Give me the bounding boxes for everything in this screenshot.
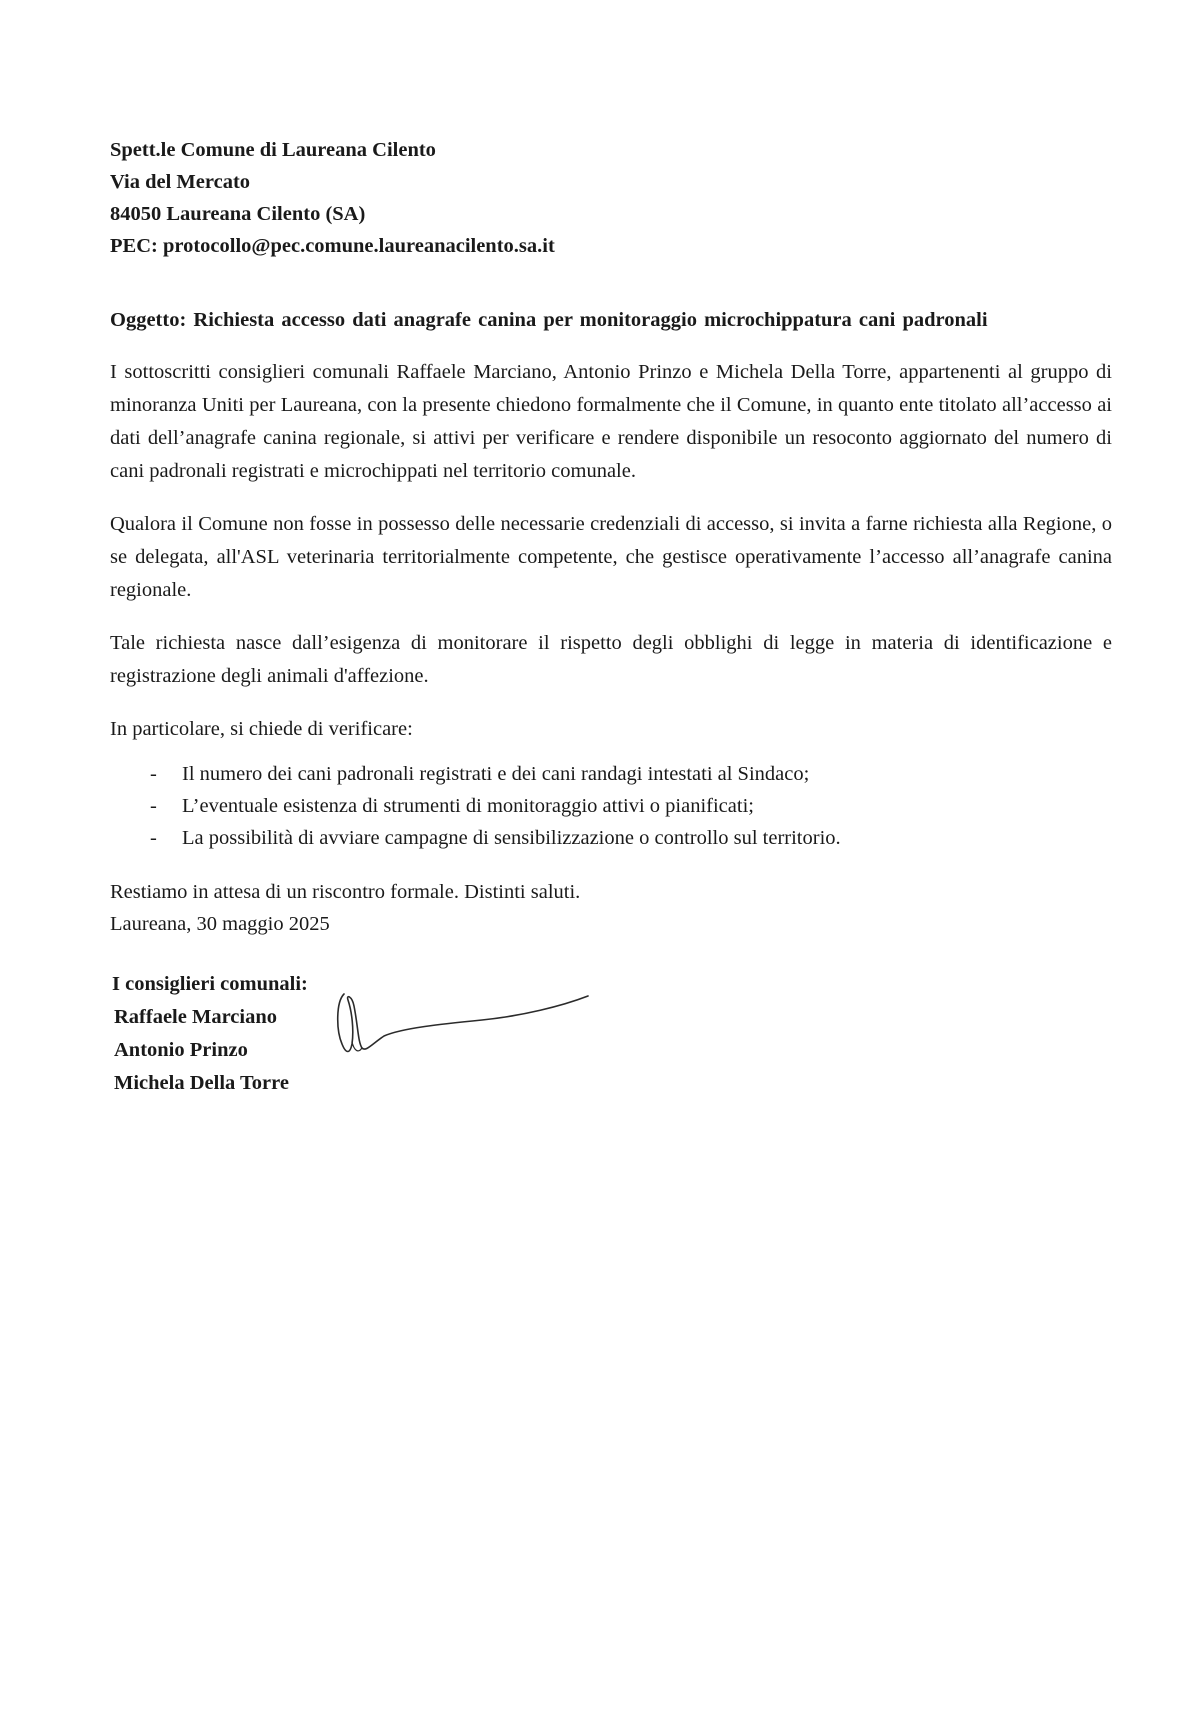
- list-dash: -: [150, 763, 157, 785]
- list-item-text: L’eventuale esistenza di strumenti di monitoraggio attivi o pianificati;: [182, 795, 754, 817]
- list-dash: -: [150, 827, 157, 849]
- recipient-line: 84050 Laureana Cilento (SA): [110, 203, 366, 225]
- body-paragraph: Tale richiesta nasce dall’esigenza di monitorare il rispetto degli obblighi di legge in materia di identificazione e registrazione degli animali d'affezione.: [110, 632, 1112, 687]
- subject-line: Oggetto: Richiesta accesso dati anagrafe canina per monitoraggio microchippatura cani padronali: [110, 309, 988, 331]
- recipient-line: Via del Mercato: [110, 171, 251, 193]
- letter-content: [110, 134, 1112, 1100]
- recipient-line: Spett.le Comune di Laureana Cilento: [110, 139, 436, 161]
- closing-block: [110, 876, 1112, 940]
- list-item: [110, 822, 1112, 854]
- recipient-address: [110, 134, 1112, 262]
- list-item-text: La possibilità di avviare campagne di sensibilizzazione o controllo sul territorio.: [182, 827, 841, 849]
- recipient-pec: PEC: protocollo@pec.comune.laureanacilento.sa.it: [110, 235, 555, 257]
- handwritten-signature: [332, 992, 592, 1072]
- list-item-text: Il numero dei cani padronali registrati e dei cani randagi intestati al Sindaco;: [182, 763, 810, 785]
- list-item: [110, 758, 1112, 790]
- list-dash: -: [150, 795, 157, 817]
- signature-heading: I consiglieri comunali:: [112, 973, 308, 995]
- list-item: [110, 790, 1112, 822]
- signature-block: [110, 968, 1112, 1100]
- body-paragraph: I sottoscritti consiglieri comunali Raffaele Marciano, Antonio Prinzo e Michela Della Torre, appartenenti al gruppo di minoranza Uniti per Laureana, con la presente chiedono formalmente che il Comune, in quanto ente titolato all’accesso ai dati dell’anagrafe canina regionale, si attivi per verificare e rendere disponibile un resoconto aggiornato del numero di cani padronali registrati e microchippati nel territorio comunale.: [110, 361, 1112, 482]
- request-list: [110, 758, 1112, 854]
- body-paragraph: Qualora il Comune non fosse in possesso delle necessarie credenziali di accesso, si invita a farne richiesta alla Regione, o se delegata, all'ASL veterinaria territorialmente competente, che gestisce operativamente l’accesso all’anagrafe canina regionale.: [110, 513, 1112, 601]
- signatory-name: Raffaele Marciano: [114, 1006, 277, 1028]
- signatory-name: Antonio Prinzo: [114, 1039, 248, 1061]
- closing-greeting: Restiamo in attesa di un riscontro formale. Distinti saluti.: [110, 881, 581, 903]
- signatory-name: Michela Della Torre: [114, 1072, 289, 1094]
- body-paragraph: In particolare, si chiede di verificare:: [110, 718, 413, 740]
- place-date: Laureana, 30 maggio 2025: [110, 913, 330, 935]
